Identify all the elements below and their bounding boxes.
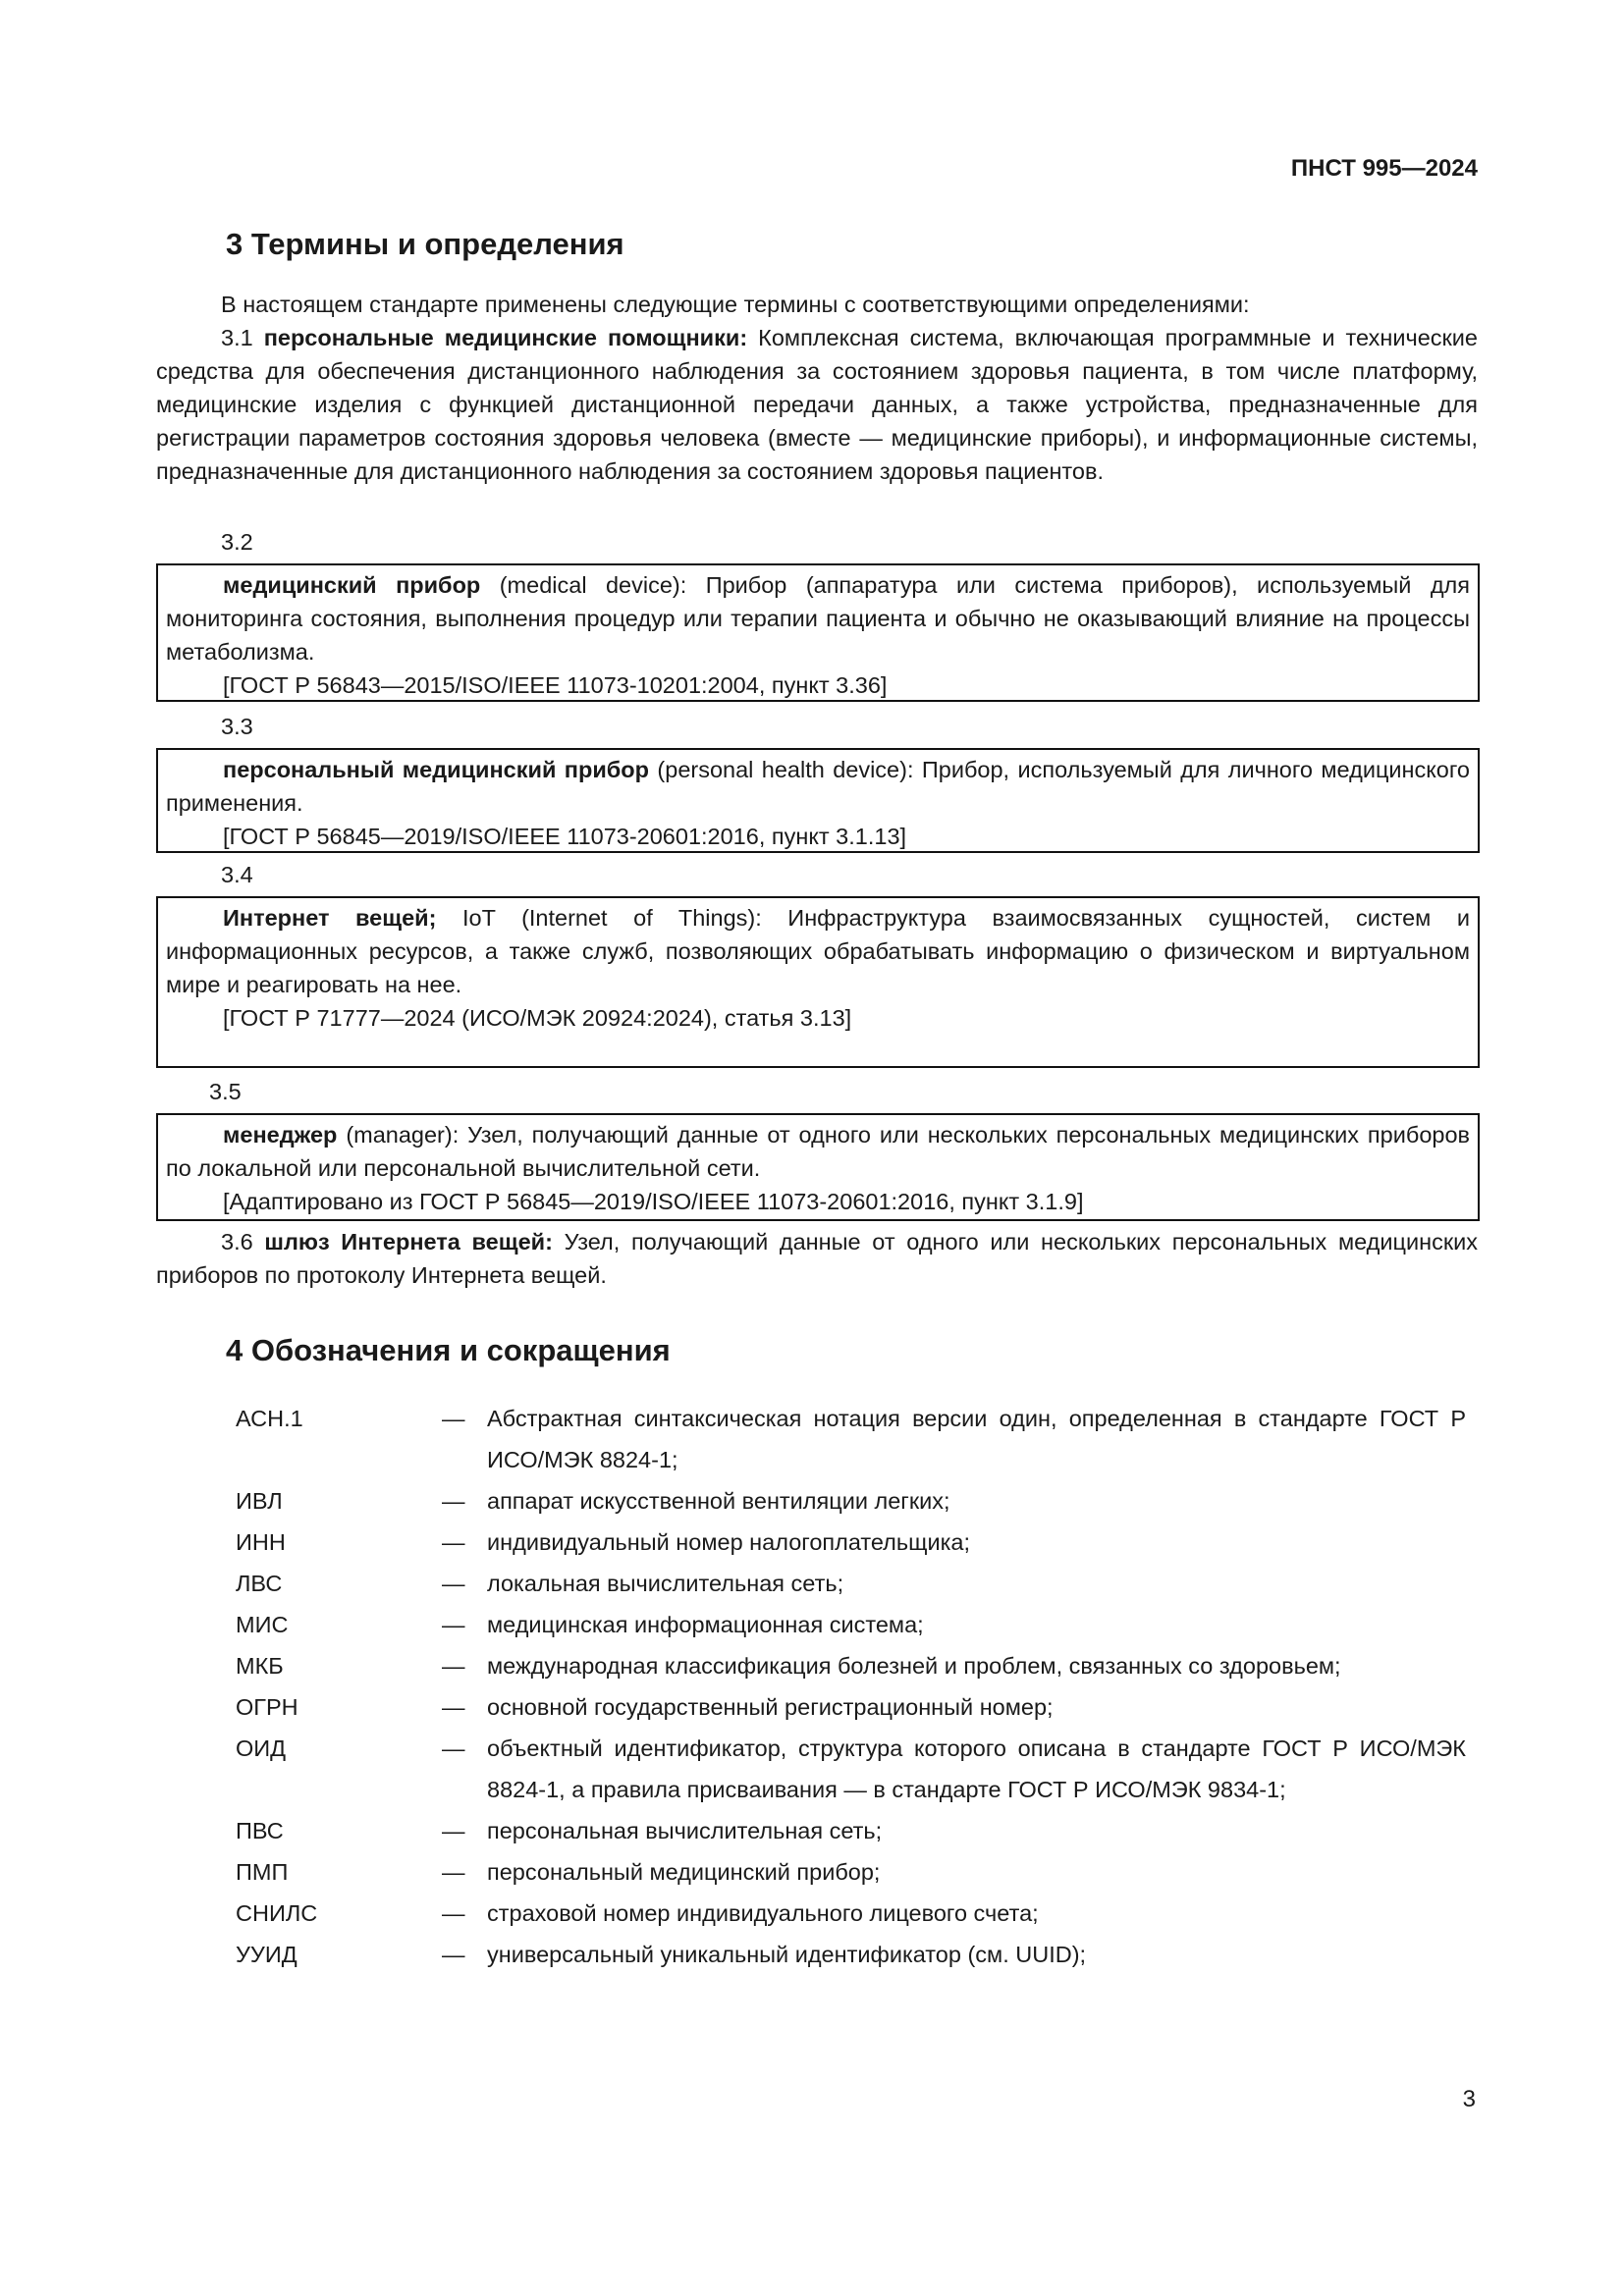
term-name: персональный медицинский прибор xyxy=(223,757,650,782)
term-box-3-3 xyxy=(156,748,1480,853)
term-number-3-4: 3.4 xyxy=(221,862,253,887)
page-number: 3 xyxy=(1462,2086,1476,2112)
abbreviation-row xyxy=(236,1810,1466,1851)
abbreviation: ПВС xyxy=(236,1818,284,1843)
term-source: [ГОСТ Р 71777—2024 (ИСО/МЭК 20924:2024), статья 3.13] xyxy=(223,1005,852,1031)
intro-text: В настоящем стандарте применены следующие термины с соответствующими определениями: xyxy=(221,292,1250,317)
dash: — xyxy=(442,1818,465,1843)
dash: — xyxy=(442,1488,465,1514)
section-4-title: 4 Обозначения и сокращения xyxy=(226,1333,671,1367)
abbreviation-row xyxy=(236,1645,1466,1686)
abbreviation-row xyxy=(236,1728,1466,1810)
abbreviation-meaning: индивидуальный номер налогоплательщика; xyxy=(487,1529,970,1555)
dash: — xyxy=(442,1900,465,1926)
abbreviation: УУИД xyxy=(236,1942,298,1967)
abbreviation-row xyxy=(236,1934,1466,1975)
abbreviation-meaning: персональный медицинский прибор; xyxy=(487,1859,881,1885)
intro-paragraph xyxy=(156,288,1478,321)
term-number-3-2: 3.2 xyxy=(221,529,253,555)
abbreviation-meaning: универсальный уникальный идентификатор (см. UUID); xyxy=(487,1942,1087,1967)
abbreviation-meaning: локальная вычислительная сеть; xyxy=(487,1571,844,1596)
term-number: 3.6 xyxy=(221,1229,253,1255)
term-name: шлюз Интернета вещей: xyxy=(264,1229,553,1255)
dash: — xyxy=(442,1859,465,1885)
dash: — xyxy=(442,1694,465,1720)
term-name: менеджер xyxy=(223,1122,338,1148)
abbreviation-meaning: Абстрактная синтаксическая нотация версии один, определенная в стандарте ГОСТ Р ИСО/МЭК 8824-1; xyxy=(487,1406,1466,1472)
abbreviation: ЛВС xyxy=(236,1571,283,1596)
abbreviation-row xyxy=(236,1893,1466,1934)
abbreviation-meaning: международная классификация болезней и проблем, связанных со здоровьем; xyxy=(487,1653,1341,1679)
abbreviation-meaning: объектный идентификатор, структура которого описана в стандарте ГОСТ Р ИСО/МЭК 8824-1, а правила присваивания — в стандарте ГОСТ Р ИСО/МЭК 9834-1; xyxy=(487,1735,1466,1802)
term-name: персональные медицинские помощники: xyxy=(263,325,748,350)
dash: — xyxy=(442,1529,465,1555)
abbreviation-row xyxy=(236,1686,1466,1728)
dash: — xyxy=(442,1942,465,1967)
abbreviation-row xyxy=(236,1851,1466,1893)
term-box-3-5 xyxy=(156,1113,1480,1221)
abbreviation: МКБ xyxy=(236,1653,284,1679)
dash: — xyxy=(442,1612,465,1637)
abbreviation: АСН.1 xyxy=(236,1406,303,1431)
term-definition: Узел, получающий данные от одного или нескольких персональных медицинских приборов по протоколу Интернета вещей. xyxy=(156,1229,1478,1288)
term-box-3-4 xyxy=(156,896,1480,1068)
abbreviation: МИС xyxy=(236,1612,289,1637)
section-3-title: 3 Термины и определения xyxy=(226,227,624,261)
term-number: 3.1 xyxy=(221,325,253,350)
abbreviation-row xyxy=(236,1604,1466,1645)
abbreviation-meaning: страховой номер индивидуального лицевого счета; xyxy=(487,1900,1039,1926)
abbreviation-meaning: основной государственный регистрационный номер; xyxy=(487,1694,1054,1720)
term-source: [ГОСТ Р 56845—2019/ISO/IEEE 11073-20601:2016, пункт 3.1.13] xyxy=(223,824,907,849)
term-source: [Адаптировано из ГОСТ Р 56845—2019/ISO/IEEE 11073-20601:2016, пункт 3.1.9] xyxy=(223,1189,1084,1214)
abbreviation: ИВЛ xyxy=(236,1488,283,1514)
dash: — xyxy=(442,1653,465,1679)
abbreviation: ОИД xyxy=(236,1735,287,1761)
abbreviation-meaning: аппарат искусственной вентиляции легких; xyxy=(487,1488,950,1514)
abbreviation: ОГРН xyxy=(236,1694,298,1720)
term-name: Интернет вещей; xyxy=(223,905,437,931)
term-number-3-3: 3.3 xyxy=(221,714,253,739)
dash: — xyxy=(442,1571,465,1596)
abbreviation-row xyxy=(236,1522,1466,1563)
abbreviation-row xyxy=(236,1398,1466,1480)
term-definition: Комплексная система, включающая программные и технические средства для обеспечения дистанционного наблюдения за состоянием здоровья пациента, в том числе платформу, медицинские изделия с функцией дистанционной передачи данных, а также устройства, предназначенные для регистрации параметров состояния здоровья человека (вместе — медицинские приборы), и информационные системы, предназначенные для дистанционного наблюдения за состоянием здоровья пациентов. xyxy=(156,325,1478,484)
term-definition: IoT (Internet of Things): Инфраструктура взаимосвязанных сущностей, систем и информационных ресурсов, а также служб, позволяющих обрабатывать информацию о физическом и виртуальном мире и реагировать на нее. xyxy=(166,905,1471,997)
dash: — xyxy=(442,1406,465,1431)
term-box-3-2 xyxy=(156,563,1480,702)
abbreviation-meaning: медицинская информационная система; xyxy=(487,1612,924,1637)
abbreviation: ПМП xyxy=(236,1859,289,1885)
term-number-3-5: 3.5 xyxy=(209,1079,242,1104)
dash: — xyxy=(442,1735,465,1761)
abbreviation-meaning: персональная вычислительная сеть; xyxy=(487,1818,883,1843)
abbreviation-list xyxy=(236,1398,1466,1975)
term-3-6 xyxy=(156,1225,1478,1292)
abbreviation: ИНН xyxy=(236,1529,286,1555)
term-name: медицинский прибор xyxy=(223,572,481,598)
term-definition: (manager): Узел, получающий данные от одного или нескольких персональных медицинских приборов по локальной или персональной вычислительной сети. xyxy=(166,1122,1471,1181)
abbreviation-row xyxy=(236,1563,1466,1604)
document-code: ПНСТ 995—2024 xyxy=(1290,155,1478,182)
term-definition: (medical device): Прибор (аппаратура или система приборов), используемый для мониторинга состояния, выполнения процедур или терапии пациента и обычно не оказывающий влияние на процессы метаболизма. xyxy=(166,572,1470,665)
term-definition: (personal health device): Прибор, используемый для личного медицинского применения. xyxy=(166,757,1470,816)
abbreviation-row xyxy=(236,1480,1466,1522)
term-source: [ГОСТ Р 56843—2015/ISO/IEEE 11073-10201:2004, пункт 3.36] xyxy=(223,672,888,698)
abbreviation: СНИЛС xyxy=(236,1900,318,1926)
term-3-1 xyxy=(156,321,1478,488)
